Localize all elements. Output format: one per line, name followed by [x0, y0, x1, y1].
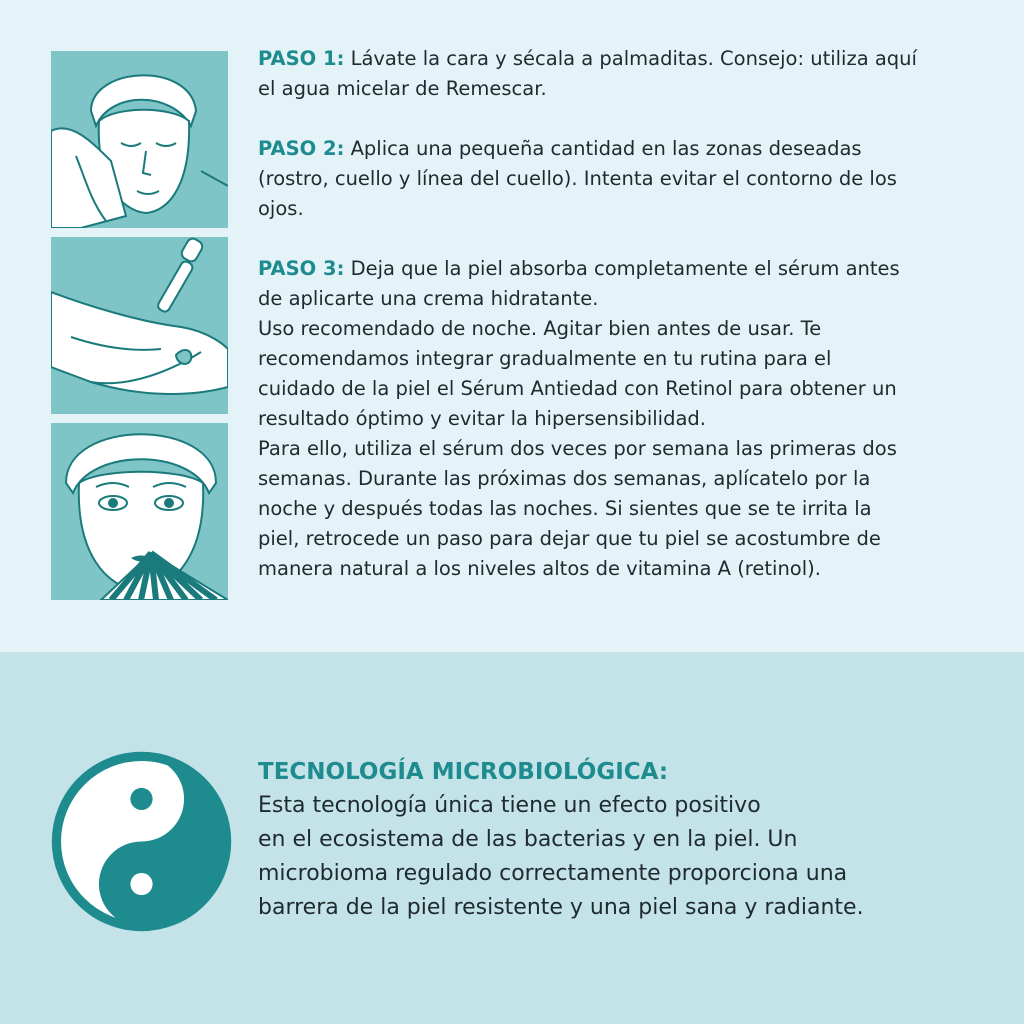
- step-1-line: el agua micelar de Remescar.: [258, 77, 547, 100]
- step-3-label: PASO 3:: [258, 257, 345, 280]
- step-2-line: Aplica una pequeña cantidad en las zonas deseadas: [350, 137, 862, 160]
- technology-line: Esta tecnología única tiene un efecto positivo: [258, 793, 761, 818]
- step-2: [258, 134, 993, 224]
- yin-yang-icon: [49, 749, 234, 934]
- step-3-line: Deja que la piel absorba completamente el sérum antes: [350, 257, 900, 280]
- step-3-line: de aplicarte una crema hidratante.: [258, 287, 599, 310]
- step-3: [258, 254, 993, 584]
- technology-line: en el ecosistema de las bacterias y en la piel. Un: [258, 827, 798, 852]
- step-3-line: recomendamos integrar gradualmente en tu rutina para el: [258, 347, 832, 370]
- step-3-line: resultado óptimo y evitar la hipersensibilidad.: [258, 407, 706, 430]
- step-3-line: semanas. Durante las próximas dos semanas, aplícatelo por la: [258, 467, 871, 490]
- technology-text: [258, 755, 998, 925]
- step-3-line: Uso recomendado de noche. Agitar bien antes de usar. Te: [258, 317, 822, 340]
- face-fan-icon: [51, 423, 228, 600]
- step-2-line: (rostro, cuello y línea del cuello). Intenta evitar el contorno de los: [258, 167, 897, 190]
- step-3-line: Para ello, utiliza el sérum dos veces por semana las primeras dos: [258, 437, 897, 460]
- step-3-line: manera natural a los niveles altos de vitamina A (retinol).: [258, 557, 821, 580]
- step-1-label: PASO 1:: [258, 47, 345, 70]
- step-1: [258, 44, 993, 104]
- technology-line: barrera de la piel resistente y una piel sana y radiante.: [258, 895, 864, 920]
- step-2-line: ojos.: [258, 197, 304, 220]
- step-3-line: piel, retrocede un paso para dejar que tu piel se acostumbre de: [258, 527, 881, 550]
- step-2-label: PASO 2:: [258, 137, 345, 160]
- step-1-line: Lávate la cara y sécala a palmaditas. Consejo: utiliza aquí: [350, 47, 917, 70]
- step-3-line: noche y después todas las noches. Si sientes que se te irrita la: [258, 497, 872, 520]
- step-3-line: cuidado de la piel el Sérum Antiedad con Retinol para obtener un: [258, 377, 897, 400]
- steps-text: [258, 44, 993, 584]
- technology-line: microbioma regulado correctamente proporciona una: [258, 861, 848, 886]
- face-cleansing-icon: [51, 51, 228, 228]
- serum-dropper-hand-icon: [51, 237, 228, 414]
- technology-title: TECNOLOGÍA MICROBIOLÓGICA:: [258, 759, 669, 785]
